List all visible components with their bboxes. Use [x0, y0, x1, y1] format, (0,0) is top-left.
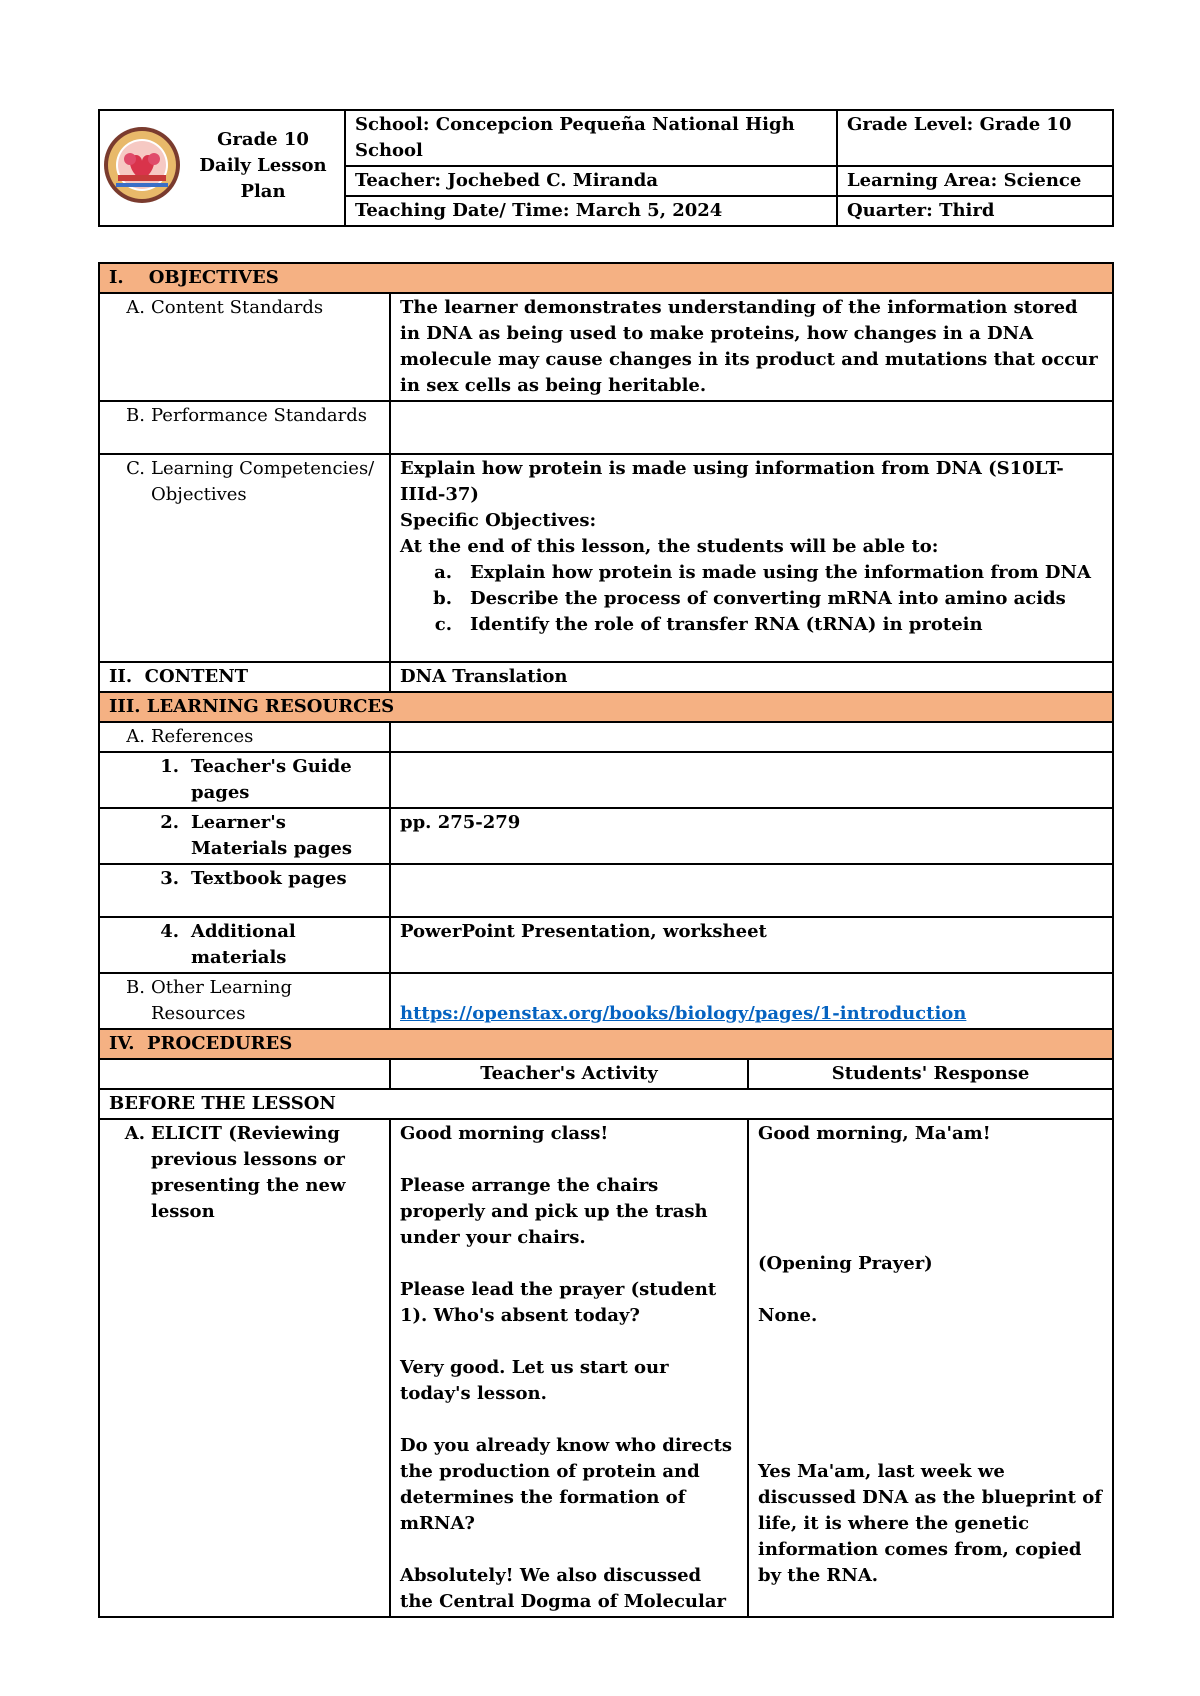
teacher-line: Absolutely! We also discussed the Central Dogma of Molecular — [400, 1565, 726, 1612]
plan-title-line2: Daily Lesson — [199, 155, 327, 176]
elicit-label: ELICIT — [151, 1123, 222, 1144]
competencies-text-cell — [390, 454, 1113, 662]
other-resources-value-cell — [390, 973, 1113, 1029]
references-label-cell — [99, 722, 390, 752]
teacher-cell: Teacher: Jochebed C. Miranda — [345, 166, 837, 196]
openstax-link[interactable]: https://openstax.org/books/biology/pages/1-introduction — [400, 1003, 967, 1024]
school-cell: School: Concepcion Pequeña National High School — [345, 110, 837, 166]
marker: B. — [126, 405, 145, 426]
plan-title-line1: Grade 10 — [217, 129, 309, 150]
teacher-line: Good morning class! — [400, 1123, 609, 1144]
content-standards-label-cell — [99, 293, 390, 401]
content-value: DNA Translation — [390, 662, 1113, 692]
additional-materials-label-cell — [99, 917, 390, 973]
lesson-plan-table — [98, 262, 1114, 1618]
marker: 3. — [160, 868, 179, 889]
marker: A. — [124, 1123, 145, 1144]
additional-materials-label: Additional materials — [191, 921, 296, 968]
students-response-header: Students' Response — [748, 1059, 1113, 1089]
header-table — [98, 109, 1114, 227]
content-standards-text: The learner demonstrates understanding of the information stored in DNA as being used to make proteins, how changes in a DNA molecule may cause changes in its product and mutations that occur in sex cells as being heritable. — [390, 293, 1113, 401]
learning-resources-heading: III. LEARNING RESOURCES — [99, 692, 1113, 722]
learners-materials-label-cell — [99, 808, 390, 864]
student-response-cell — [748, 1119, 1113, 1617]
additional-materials-value: PowerPoint Presentation, worksheet — [390, 917, 1113, 973]
competencies-label-cell — [99, 454, 390, 662]
teacher-line: Please arrange the chairs properly and pick up the trash under your chairs. — [400, 1175, 708, 1248]
student-line: Good morning, Ma'am! — [758, 1123, 991, 1144]
objective-item: b. Describe the process of converting mRNA into amino acids — [433, 588, 1066, 609]
performance-standards-label: Performance Standards — [151, 405, 368, 426]
grade-level-cell: Grade Level: Grade 10 — [837, 110, 1113, 166]
marker: 1. — [160, 756, 179, 777]
other-resources-label-cell — [99, 973, 390, 1029]
objective-item: c. Identify the role of transfer RNA (tRNA) in protein — [434, 614, 983, 635]
student-line: Yes Ma'am, last week we discussed DNA as the blueprint of life, it is where the genetic information comes from, copied by the RNA. — [758, 1461, 1102, 1586]
content-standards-label: Content Standards — [151, 297, 324, 318]
logo-title-cell — [99, 110, 345, 226]
elicit-description: (Reviewing previous lessons or presenting the new lesson — [151, 1123, 346, 1222]
plan-title-line3: Plan — [240, 181, 286, 202]
learners-materials-label: Learner's Materials pages — [191, 812, 352, 859]
procedures-heading: IV. PROCEDURES — [99, 1029, 1113, 1059]
teachers-guide-label-cell — [99, 752, 390, 808]
teaching-date-cell: Teaching Date/ Time: March 5, 2024 — [345, 196, 837, 226]
performance-standards-label-cell — [99, 401, 390, 454]
textbook-label-cell — [99, 864, 390, 917]
teachers-activity-header: Teacher's Activity — [390, 1059, 748, 1089]
specific-objectives-heading: Specific Objectives: — [400, 510, 597, 531]
teacher-activity-cell — [390, 1119, 748, 1617]
teacher-line: Very good. Let us start our today's lesson. — [400, 1357, 669, 1404]
other-resources-label: Other Learning Resources — [151, 977, 292, 1024]
references-label: References — [151, 726, 254, 747]
marker: 4. — [160, 921, 179, 942]
objectives-heading: I. OBJECTIVES — [99, 263, 1113, 293]
marker: B. — [126, 977, 145, 998]
before-the-lesson-heading: BEFORE THE LESSON — [99, 1089, 1113, 1119]
specific-objectives-intro: At the end of this lesson, the students will be able to: — [400, 536, 939, 557]
textbook-label: Textbook pages — [191, 868, 347, 889]
marker: 2. — [160, 812, 179, 833]
marker: A. — [126, 726, 145, 747]
teachers-guide-label: Teacher's Guide pages — [191, 756, 352, 803]
teacher-line: Please lead the prayer (student 1). Who's absent today? — [400, 1279, 717, 1326]
performance-standards-value — [390, 401, 1113, 454]
school-seal-icon — [102, 125, 182, 205]
competency-code: (S10LT-IIId-37) — [400, 458, 1064, 505]
quarter-cell: Quarter: Third — [837, 196, 1113, 226]
competency-text: Explain how protein is made using information from DNA — [400, 458, 989, 479]
learners-materials-value: pp. 275-279 — [390, 808, 1113, 864]
content-heading: II. CONTENT — [99, 662, 390, 692]
student-line: None. — [758, 1305, 818, 1326]
student-line: (Opening Prayer) — [758, 1253, 933, 1274]
marker: A. — [126, 297, 145, 318]
learning-area-cell: Learning Area: Science — [837, 166, 1113, 196]
elicit-label-cell — [99, 1119, 390, 1617]
teacher-line: Do you already know who directs the production of protein and determines the formation of mRNA? — [400, 1435, 733, 1534]
objective-item: a. Explain how protein is made using the information from DNA — [434, 562, 1091, 583]
competencies-label: Learning Competencies/ Objectives — [151, 458, 375, 505]
marker: C. — [126, 458, 145, 479]
